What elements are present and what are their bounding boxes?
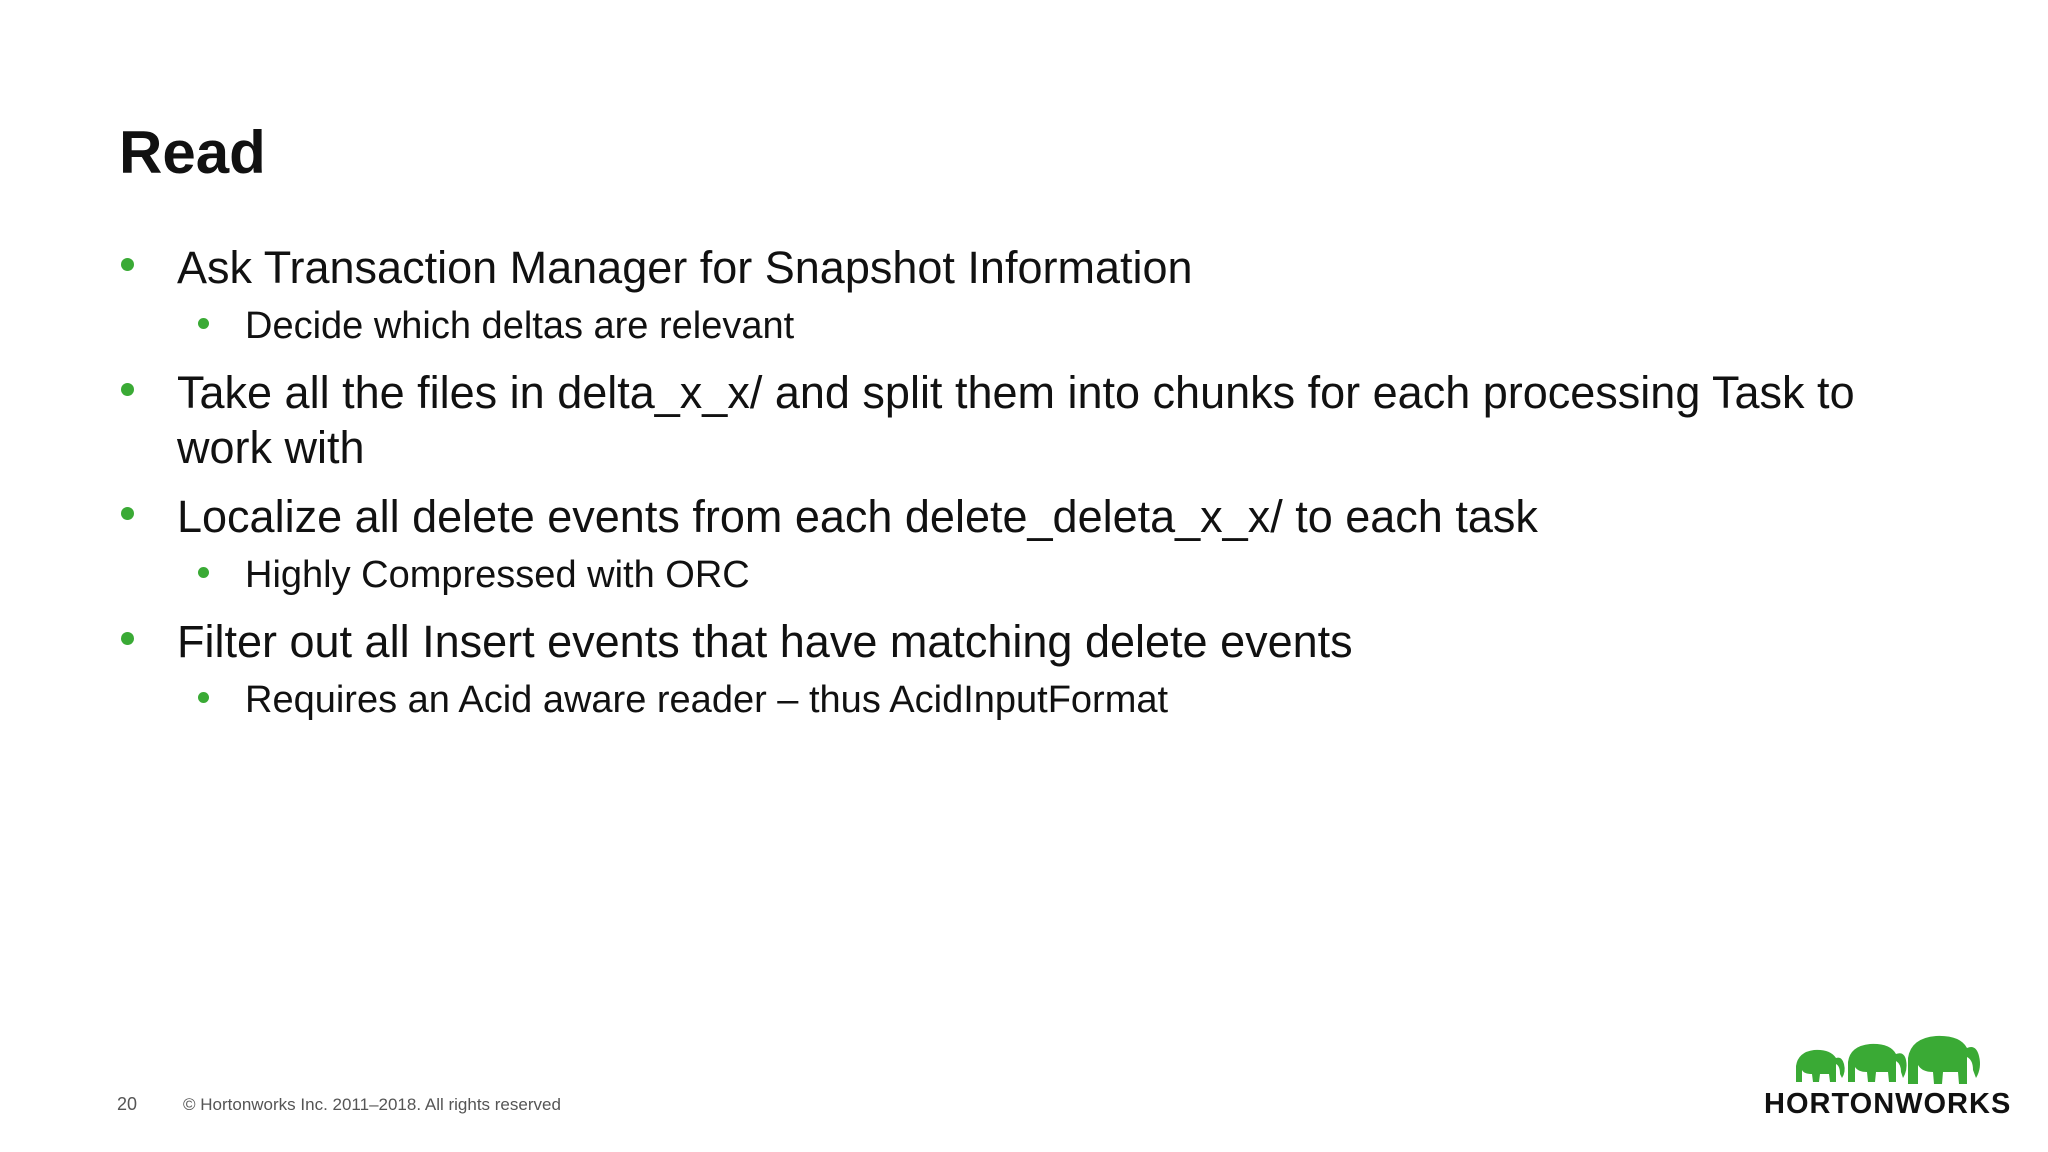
sub-bullet-item — [119, 552, 1919, 598]
hortonworks-logo — [1764, 1032, 2012, 1122]
bullet-item — [119, 240, 1919, 295]
bullet-item — [119, 489, 1919, 544]
bullet-icon — [121, 383, 134, 396]
bullet-item — [119, 365, 1919, 475]
elephants-logo-icon — [1792, 1032, 1982, 1088]
page-number: 20 — [117, 1094, 138, 1114]
bullet-icon — [198, 692, 209, 703]
bullet-text: Take all the files in delta_x_x/ and split them into chunks for each processing Task to work with — [177, 367, 1855, 473]
bullet-icon — [198, 567, 209, 578]
bullet-icon — [121, 632, 134, 645]
bullet-text: Ask Transaction Manager for Snapshot Information — [177, 242, 1193, 293]
sub-bullet-text: Highly Compressed with ORC — [245, 554, 750, 596]
bullet-list — [119, 240, 1919, 739]
bullet-icon — [198, 318, 209, 329]
slide-title: Read — [119, 119, 266, 186]
sub-bullet-text: Requires an Acid aware reader – thus AcidInputFormat — [245, 679, 1169, 721]
bullet-text: Filter out all Insert events that have matching delete events — [177, 616, 1353, 667]
logo-wordmark: HORTONWORKS — [1764, 1088, 2012, 1120]
bullet-icon — [121, 258, 134, 271]
sub-bullet-item — [119, 303, 1919, 349]
bullet-item — [119, 614, 1919, 669]
sub-bullet-item — [119, 677, 1919, 723]
bullet-text: Localize all delete events from each delete_deleta_x_x/ to each task — [177, 491, 1538, 542]
bullet-icon — [121, 507, 134, 520]
sub-bullet-text: Decide which deltas are relevant — [245, 305, 795, 347]
copyright-notice: © Hortonworks Inc. 2011–2018. All rights reserved — [183, 1095, 561, 1114]
